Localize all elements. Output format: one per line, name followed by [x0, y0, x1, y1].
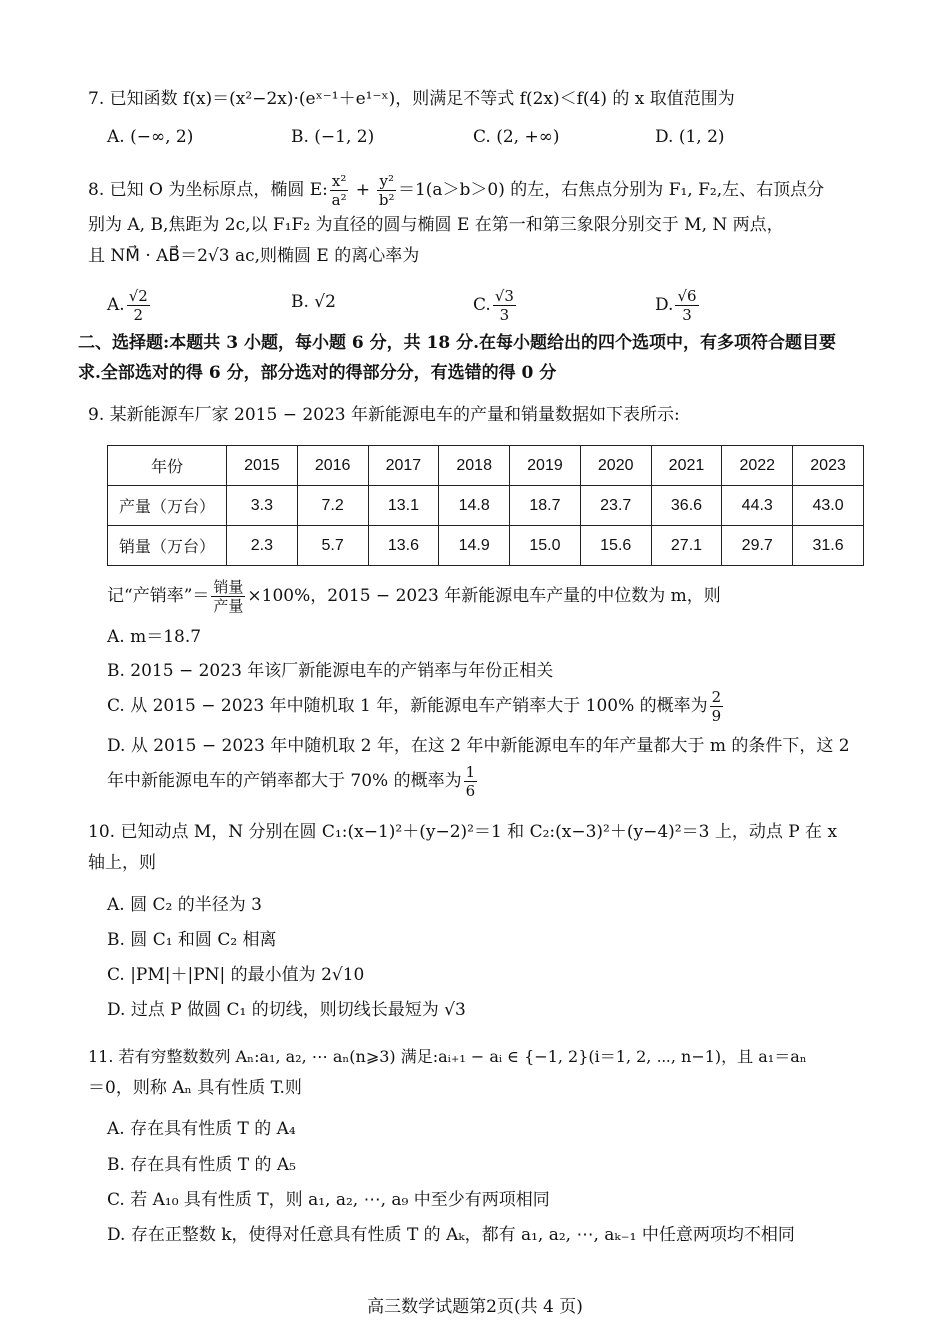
question-7-stem: 7. 已知函数 f(x)＝(x²−2x)·(eˣ⁻¹＋e¹⁻ˣ)，则满足不等式 f(2x)＜f(4) 的 x 取值范围为: [88, 89, 735, 109]
question-8-line1: 8. 已知 O 为坐标原点，椭圆 E: $\frac{\text{x²}}{\text{a²}}$ + $\frac{\text{y²}}{\text{b²}}$ ＝1(a＞b＞0) 的左，右焦点分别为 F₁, F₂,左、右顶点分: [88, 172, 825, 209]
q10-option-c: C. |PM|＋|PN| 的最小值为 2√10: [107, 965, 365, 985]
production-sales-table: [107, 445, 864, 566]
q7-option-c: C. (2, +∞): [473, 127, 560, 147]
question-7-options: [107, 127, 887, 167]
question-10-line2: 轴上，则: [88, 853, 156, 873]
question-8-options: [107, 287, 887, 327]
q8-option-a: A. $\frac{√2}{2}$: [107, 287, 148, 324]
q11-option-c: C. 若 A₁₀ 具有性质 T，则 a₁, a₂, ⋯, a₉ 中至少有两项相同: [107, 1190, 550, 1210]
q7-option-d: D. (1, 2): [655, 127, 725, 147]
q10-option-b: B. 圆 C₁ 和圆 C₂ 相离: [107, 930, 277, 950]
q8-option-c: C. $\frac{√3}{3}$: [473, 287, 514, 324]
q8-option-b: B. √2: [291, 292, 336, 312]
q11-option-d: D. 存在正整数 k，使得对任意具有性质 T 的 Aₖ，都有 a₁, a₂, ⋯, aₖ₋₁ 中任意两项均不相同: [107, 1225, 795, 1245]
y2-over-b2-fraction: $\frac{\text{y²}}{\text{b²}}$: [378, 172, 395, 209]
q8-option-d: D. $\frac{√6}{3}$: [655, 287, 697, 324]
q11-option-b: B. 存在具有性质 T 的 A₅: [107, 1155, 296, 1175]
table-row-sales: 销量（万台） 2.3 5.7 13.6 14.9 15.0 15.6 27.1 29.7 31.6: [108, 526, 864, 566]
question-11-line2: ＝0，则称 Aₙ 具有性质 T.则: [88, 1078, 302, 1098]
table-row-production: 产量（万台） 3.3 7.2 13.1 14.8 18.7 23.7 36.6 44.3 43.0: [108, 486, 864, 526]
question-9-stem: 9. 某新能源车厂家 2015 − 2023 年新能源电车的产量和销量数据如下表所示:: [88, 405, 680, 425]
q9-option-c: C. 从 2015 − 2023 年中随机取 1 年，新能源电车产销率大于 100% 的概率为 $\frac{2}{9}$: [107, 688, 722, 725]
q9-option-b: B. 2015 − 2023 年该厂新能源电车的产销率与年份正相关: [107, 661, 554, 681]
section-2-heading-line1: 二、选择题:本题共 3 小题，每小题 6 分，共 18 分.在每小题给出的四个选项中，有多项符合题目要: [78, 333, 837, 353]
q9-definition: 记“产销率”＝ $\frac{\text{销量}}{\text{产量}}$ ×100%，2015 − 2023 年新能源电车产量的中位数为 m，则: [107, 578, 721, 615]
q7-option-b: B. (−1, 2): [291, 127, 375, 147]
question-10-line1: 10. 已知动点 M，N 分别在圆 C₁:(x−1)²＋(y−2)²＝1 和 C₂:(x−3)²＋(y−4)²＝3 上，动点 P 在 x: [88, 822, 838, 842]
question-8-line2: 别为 A, B,焦距为 2c,以 F₁F₂ 为直径的圆与椭圆 E 在第一和第三象限分别交于 M, N 两点，: [88, 215, 784, 235]
page-footer: 高三数学试题第2页(共 4 页): [367, 1297, 583, 1317]
q9-option-d-line2: 年中新能源电车的产销率都大于 70% 的概率为 $\frac{1}{6}$: [107, 763, 476, 800]
question-8-line3: 且 NM⃗ · AB⃗＝2√3 ac,则椭圆 E 的离心率为: [88, 246, 420, 266]
q7-option-a: A. (−∞, 2): [107, 127, 194, 147]
q10-option-a: A. 圆 C₂ 的半径为 3: [107, 895, 262, 915]
q9-option-d-line1: D. 从 2015 − 2023 年中随机取 2 年，在这 2 年中新能源电车的年产量都大于 m 的条件下，这 2: [107, 736, 850, 756]
x2-over-a2-fraction: $\frac{\text{x²}}{\text{a²}}$: [331, 172, 347, 209]
q11-option-a: A. 存在具有性质 T 的 A₄: [107, 1119, 296, 1139]
section-2-heading-line2: 求.全部选对的得 6 分，部分选对的得部分分，有选错的得 0 分: [78, 363, 557, 383]
question-11-line1: 11. 若有穷整数数列 Aₙ:a₁, a₂, ⋯ aₙ(n⩾3) 满足:aᵢ₊₁ − aᵢ ∈ {−1, 2}(i＝1, 2, ⋯, n−1)，且 a₁＝aₙ: [88, 1047, 807, 1066]
table-header-row: 年份 2015 2016 2017 2018 2019 2020 2021 2022 2023: [108, 446, 864, 486]
q9-option-a: A. m＝18.7: [107, 627, 202, 647]
q10-option-d: D. 过点 P 做圆 C₁ 的切线，则切线长最短为 √3: [107, 1000, 466, 1020]
